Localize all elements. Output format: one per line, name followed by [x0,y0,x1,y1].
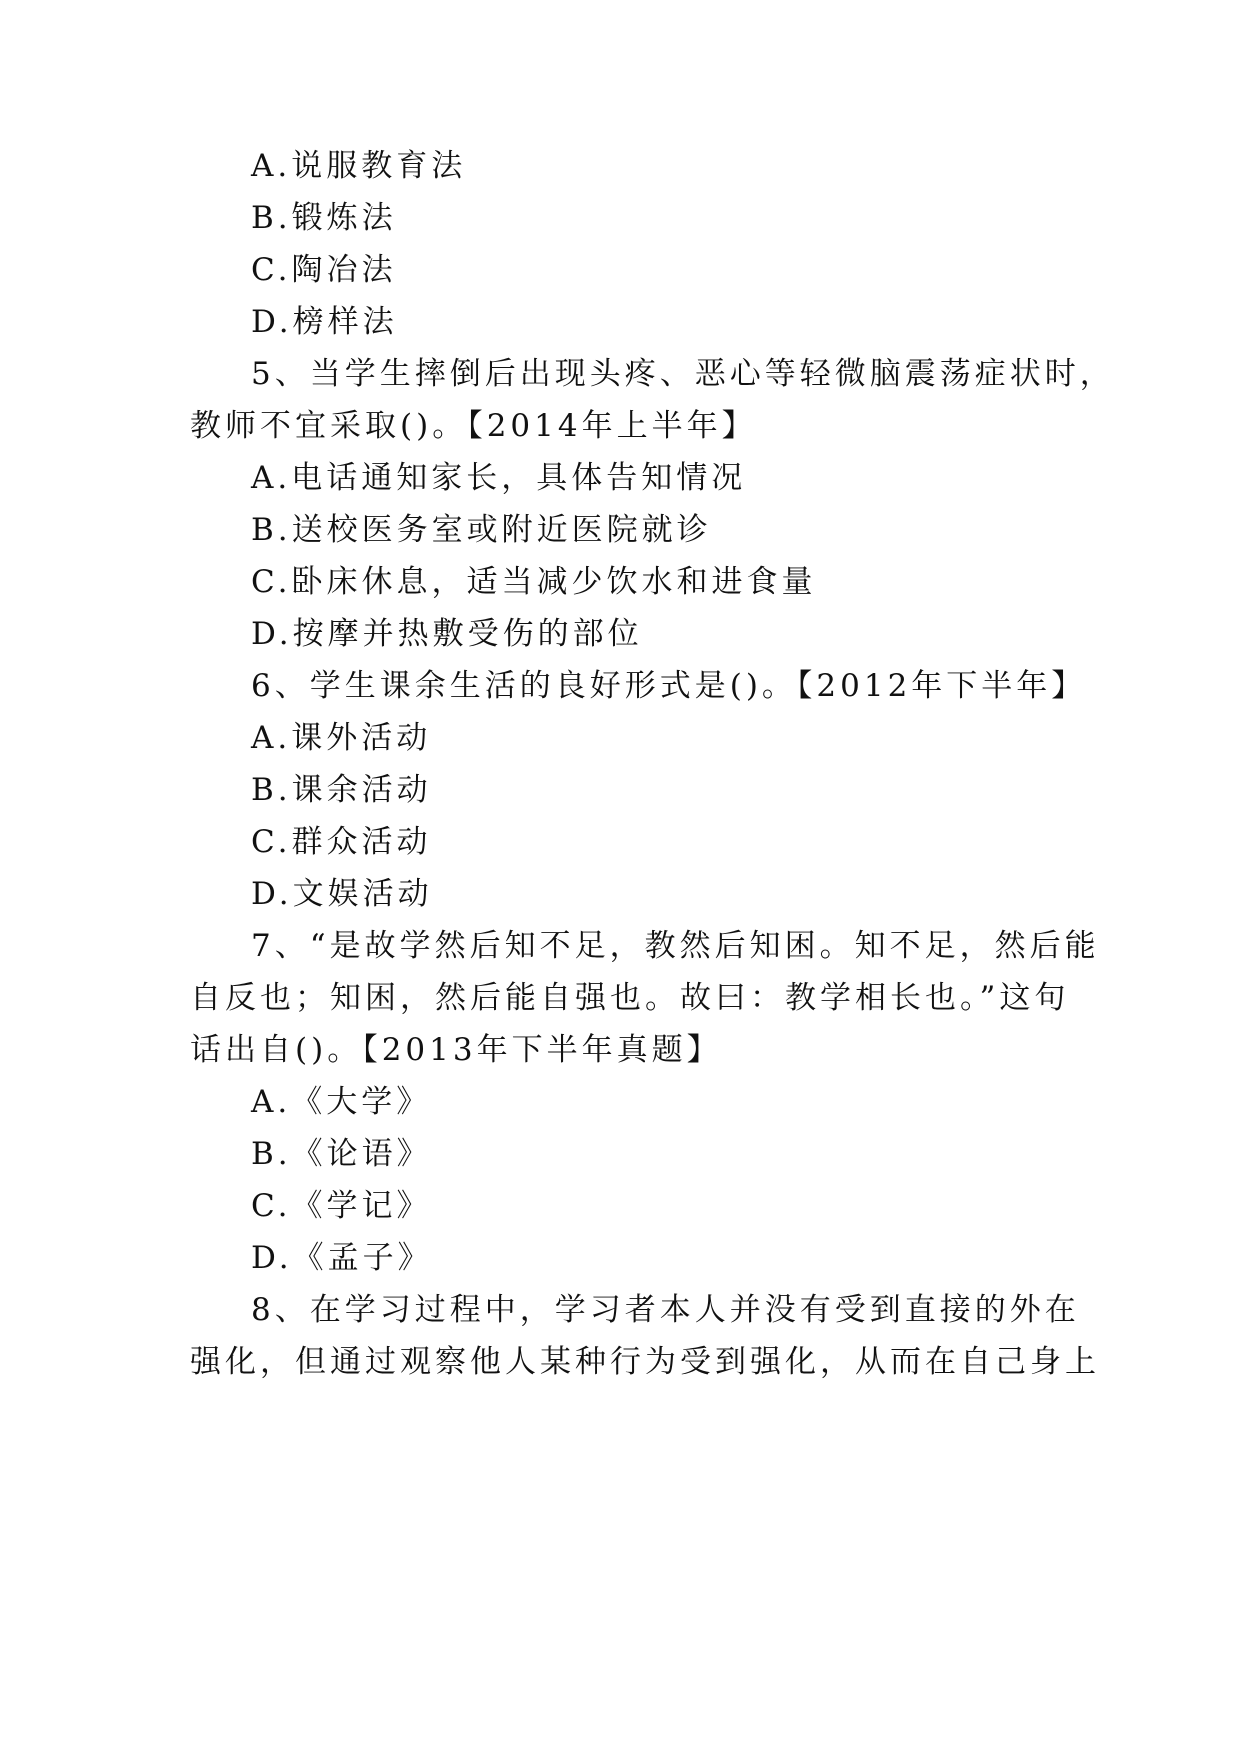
q7-stem-line-2: 自反也；知困，然后能自强也。故曰：教学相长也。”这句 [190,980,1070,1016]
q7-stem-line-3: 话出自()。【2013年下半年真题】 [190,1032,722,1068]
q4-option-b: B.锻炼法 [251,200,397,236]
q7-option-b: B.《论语》 [251,1136,432,1172]
q5-option-a: A.电话通知家长，具体告知情况 [251,460,747,496]
q7-option-d: D.《孟子》 [251,1240,433,1276]
q6-option-b: B.课余活动 [251,772,432,808]
q4-option-d: D.榜样法 [251,304,398,340]
q8-stem-line-2: 强化，但通过观察他人某种行为受到强化，从而在自己身上 [190,1344,1100,1380]
q5-option-d: D.按摩并热敷受伤的部位 [251,616,643,652]
q7-option-a: A.《大学》 [251,1084,432,1120]
q4-option-c: C.陶冶法 [251,252,397,288]
q7-stem-line-1: 7、“是故学然后知不足，教然后知困。知不足，然后能 [251,928,1100,964]
q5-stem-line-1: 5、当学生摔倒后出现头疼、恶心等轻微脑震荡症状时， [251,356,1115,392]
q5-option-b: B.送校医务室或附近医院就诊 [251,512,712,548]
q5-option-c: C.卧床休息，适当减少饮水和进食量 [251,564,817,600]
q6-stem-line-1: 6、学生课余生活的良好形式是()。【2012年下半年】 [251,668,1087,704]
q6-option-a: A.课外活动 [251,720,432,756]
q6-option-d: D.文娱活动 [251,876,433,912]
q5-stem-line-2: 教师不宜采取()。【2014年上半年】 [190,408,757,444]
q8-stem-line-1: 8、在学习过程中，学习者本人并没有受到直接的外在 [251,1292,1080,1328]
q4-option-a: A.说服教育法 [251,148,467,184]
q7-option-c: C.《学记》 [251,1188,432,1224]
q6-option-c: C.群众活动 [251,824,432,860]
